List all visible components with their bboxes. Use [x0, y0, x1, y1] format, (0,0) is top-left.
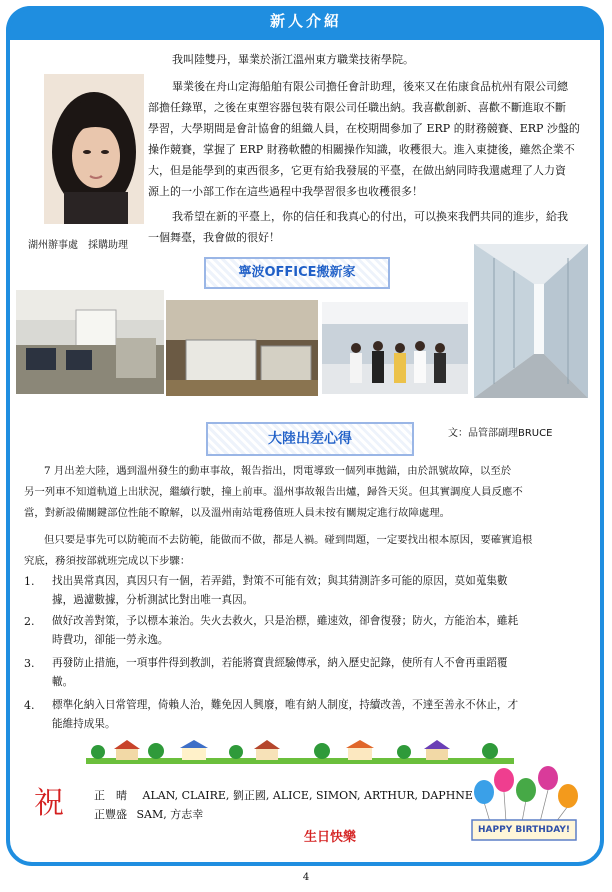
step-number: 3.: [24, 657, 35, 670]
step-line: 時費功，卻能一勞永逸。: [52, 634, 169, 646]
text-line: 大，但是能學到的東西很多，它更有給我發展的平臺，在做出納同時我還處理了人力資: [148, 164, 566, 177]
office-photo-corridor: [474, 244, 588, 398]
village-decoration: [86, 740, 514, 764]
birthday-card-text: HAPPY BIRTHDAY!: [478, 825, 570, 835]
text-line: 但只要是事先可以防範而不去防範，能做而不做，都是人禍。碰到問題，一定要找出根本原因，要確實追根: [44, 534, 533, 546]
text-line: 7 月出差大陸，遇到溫州發生的動車事故，報告指出，閃電導致一個列車拋錨，由於訊號故障，以至於: [44, 465, 512, 477]
text-line: 當，對新設備關鍵部位性能不瞭解，以及溫州南站電務值班人員未按有關規定進行故障處理。: [24, 507, 451, 519]
birthday-label-1: 正 晴: [94, 789, 127, 802]
text-line: 部擔任錄單，之後在東塑容器包裝有限公司任職出納。我喜歡創新、喜歡不斷進取不斷: [148, 101, 566, 114]
birthday-row-2: [94, 805, 203, 824]
balloons-card: [468, 764, 580, 844]
step-number: 2.: [24, 615, 35, 628]
intro-line: 我叫陸雙丹，畢業於浙江溫州東方職業技術學院。: [172, 53, 414, 66]
step-number: 1.: [24, 575, 35, 588]
text-line: 源上的一小部工作在這些過程中我學習很多也收穫很多！: [148, 185, 423, 198]
trip-banner: [206, 422, 414, 456]
portrait-caption: 湖州辦事處 採購助理: [28, 240, 128, 251]
birthday-title: 生日快樂: [304, 830, 357, 845]
birthday-names-2: SAM, 方志幸: [136, 808, 204, 821]
text-line: 操作競賽，掌握了 ERP 財務軟體的相關操作知識，收穫很大。進入東捷後，雖然企業不: [148, 143, 575, 156]
list-item: [24, 696, 594, 736]
birthday-label-2: 正豐盛: [94, 808, 127, 821]
office-photo-printers: [166, 300, 318, 396]
text-line: 究底，務須按部就班完成以下步驟：: [24, 555, 191, 567]
text-line: 我希望在新的平臺上，你的信任和我真心的付出，可以換來我們共同的進步，給我: [172, 210, 568, 223]
step-line: 據，過濾數據，分析測試比對出唯一真因。: [52, 594, 254, 606]
step-line: 再發防止措施，一項事件得到教訓，若能將寶貴經驗傳承，納入歷史記錄，使所有人不會再重蹈覆: [52, 657, 508, 669]
step-line: 能維持成果。: [52, 718, 116, 730]
step-line: 找出異常真因，真因只有一個，若弄錯，對策不可能有效；與其猜測許多可能的原因，莫如蒐集數: [52, 575, 508, 587]
text-line: 學習，大學期間是會計協會的組織人員，在校期間參加了 ERP 的財務競賽、ERP 沙盤的: [148, 122, 580, 135]
page-number: 4: [302, 872, 310, 883]
list-item: [24, 572, 594, 612]
zhu-seal: 祝: [34, 786, 64, 821]
list-item: [24, 654, 594, 694]
text-line: 另一列車不知道軌道上出狀況，繼續行駛，撞上前車。溫州事故報告出爐，歸咎天災。但其實調度人員反應不: [24, 486, 523, 498]
step-line: 轍。: [52, 676, 74, 688]
page-title: 新人介紹: [269, 12, 342, 30]
text-line: 畢業後在舟山定海船舶有限公司擔任會計助理，後來又在佑康食品杭州有限公司總: [172, 80, 568, 93]
step-number: 4.: [24, 699, 35, 712]
office-banner: [204, 257, 390, 289]
trip-banner-title: 大陸出差心得: [268, 431, 352, 447]
trip-author: 文：品管部副理BRUCE: [448, 428, 553, 439]
office-photo-team: [322, 302, 468, 394]
list-item: [24, 612, 594, 652]
birthday-row-1: [94, 786, 473, 805]
step-line: 標準化納入日常管理，倚賴人治，難免因人興廢，唯有納人制度，持續改善，不達至善永不休止，才: [52, 699, 519, 711]
office-photo-desks: [16, 290, 164, 394]
portrait-photo: [44, 74, 144, 224]
step-line: 做好改善對策，予以標本兼治。失火去救火，只是治標，雖速效，卻會復發；防火，方能治本，雖耗: [52, 615, 519, 627]
office-banner-title: 寧波OFFICE搬新家: [238, 265, 356, 280]
text-line: 一個舞臺，我會做的很好！: [148, 231, 280, 244]
birthday-names-1: ALAN, CLAIRE, 劉正國, ALICE, SIMON, ARTHUR, DAPHNE: [142, 789, 473, 802]
